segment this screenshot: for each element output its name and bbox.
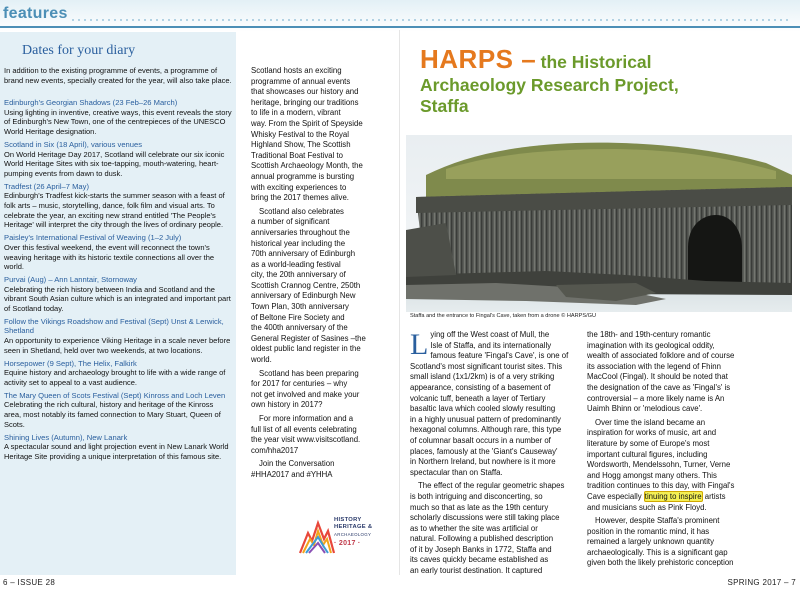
- diary-event-list: [4, 98, 232, 465]
- diary-event: [4, 317, 232, 356]
- diary-event-title: Paisley's International Festival of Weaving (1–2 July): [4, 233, 182, 243]
- diary-event: [4, 391, 232, 430]
- text-line: Scotland's most significant tourist sites. This: [410, 361, 563, 371]
- text-line: annual programme is bursting: [251, 171, 355, 181]
- article-paragraph: [587, 516, 752, 569]
- diary-event: [4, 359, 232, 388]
- text-line: MacCool (Fingal). It should be noted that: [587, 372, 728, 382]
- text-line: not get involved and make your: [251, 389, 360, 399]
- drop-cap: L: [410, 328, 429, 361]
- diary-event-title: Horsepower (9 Sept), The Helix, Falkirk: [4, 358, 137, 368]
- logo-year: · 2017 ·: [334, 540, 361, 547]
- text-line: imagination with its geological oddity,: [587, 340, 715, 350]
- article-paragraph: [587, 418, 752, 513]
- text-line: anniversaries throughout the: [251, 227, 350, 237]
- page-gutter: [399, 30, 400, 575]
- text-line: its caves quickly became established as: [410, 555, 549, 565]
- text-line: its association with the legend of Fhinn: [587, 361, 721, 371]
- middle-paragraph: [251, 459, 391, 480]
- diary-event-description: On World Heritage Day 2017, Scotland will celebrate our six iconic World Heritage Sites with six toe-tapping, mouth-watering, heart-pumping events from dawn to dusk.: [4, 149, 225, 178]
- diary-event-description: Equine history and archaeology brought to life with a wide range of activity set to appeal to a vast audience.: [4, 368, 226, 387]
- text-line: volcanic tuff, beneath a layer of Tertiary: [410, 393, 546, 403]
- diary-event-description: Celebrating the rich cultural, history and heritage of the Kinross area, most notably its famed connection to Mary Stuart, Queen of Scots.: [4, 400, 221, 429]
- text-line: Highland Show, The Scottish: [251, 140, 351, 150]
- header-rule: [0, 26, 800, 28]
- diary-event-description: Using lighting in inventive, creative ways, this event reveals the story of Edinburgh's New Town, one of the centrepieces of the UNESCO World Heritage designation.: [4, 107, 232, 137]
- text-line: in Northern Ireland, but nowhere is it more: [410, 457, 556, 467]
- text-line: ying off the West coast of Mull, the: [430, 330, 550, 339]
- text-line: full list of all events celebrating: [251, 424, 357, 434]
- text-line: with exciting experiences to: [251, 182, 347, 192]
- text-line: spectacular than on Staffa.: [410, 467, 503, 477]
- text-line: of Beltone Fire Society and: [251, 312, 345, 322]
- text-line: given both the likely prehistoric conception: [587, 558, 734, 568]
- logo-line-history: HISTORY: [334, 517, 362, 523]
- text-line: tradition continues to this day, with Fingal's: [587, 481, 735, 491]
- text-line: remained a largely unknown quantity: [587, 537, 714, 547]
- logo-mountain-icon: [298, 517, 336, 557]
- text-line: archaeologically. This is a significant gap: [587, 547, 728, 557]
- text-line: programme of annual events: [251, 76, 351, 86]
- text-line: scholarly discussions were still taking place: [410, 513, 560, 523]
- article-headline: [420, 44, 790, 117]
- text-line: Cave especially: [587, 491, 644, 501]
- text-line: 70th anniversary of Edinburgh: [251, 249, 356, 259]
- page-number-right: SPRING 2017 – 7: [727, 578, 796, 587]
- article-column-2: [587, 330, 752, 572]
- text-line: a number of significant: [251, 217, 330, 227]
- diary-title: Dates for your diary: [22, 43, 136, 58]
- text-line: Whisky Festival to the Royal: [251, 129, 349, 139]
- headline-harps: HARPS –: [420, 44, 537, 74]
- text-line: inspiration for works of music, art and: [587, 428, 717, 438]
- text-line: historical year including the: [251, 238, 346, 248]
- staffa-photo: [406, 135, 792, 312]
- text-line: Scotland also celebrates: [259, 206, 344, 216]
- diary-event-title: Scotland in Six (18 April), various venues: [4, 139, 143, 149]
- text-line: as a world-leading festival: [251, 259, 341, 269]
- staffa-island-image: [406, 135, 792, 312]
- text-line: and Hogg amongst many others. This: [587, 470, 717, 480]
- diary-event: [4, 233, 232, 272]
- text-line: position in the romantic mind, it has: [587, 526, 710, 536]
- text-line: Join the Conversation: [259, 459, 335, 469]
- middle-paragraph: [251, 66, 391, 204]
- text-line: General Register of Sasines –the: [251, 333, 366, 343]
- text-line: heritage, bringing our traditions: [251, 97, 359, 107]
- text-line: own history in 2017?: [251, 400, 323, 410]
- headline-line2: Archaeology Research Project,: [420, 75, 679, 95]
- text-line: city, the 20th anniversary of: [251, 270, 346, 280]
- text-line: com/hha2017: [251, 445, 299, 455]
- text-line: is both intriguing and disconcerting, so: [410, 491, 543, 501]
- article-paragraph: [587, 330, 752, 415]
- diary-event-description: An opportunity to experience Viking Heritage in a scale never before seen in Shetland, held over two weekends, at two locations.: [4, 336, 231, 355]
- article-paragraph: [410, 330, 575, 478]
- history-heritage-logo: [290, 503, 390, 567]
- diary-event-description: A spectacular sound and light projection event in New Lanark World Heritage Site providing a unique interpretation of this famous site.: [4, 442, 229, 461]
- diary-event-title: Edinburgh's Georgian Shadows (23 Feb–26 March): [4, 98, 178, 107]
- diary-event-description: Over this festival weekend, the event will reconnect the town's weaving heritage with its historic textile connections all over the world.: [4, 242, 215, 272]
- logo-line-archaeology: ARCHAEOLOGY: [334, 532, 372, 537]
- text-line: important cultural figures, including: [587, 449, 708, 459]
- text-line: For more information and a: [259, 414, 354, 423]
- text-line: Isle of Staffa, and its internationally: [430, 340, 552, 350]
- diary-event: [4, 98, 232, 137]
- diary-event-title: The Mary Queen of Scots Festival (Sept) Kinross and Loch Leven: [4, 390, 226, 400]
- text-line: Scotland has been preparing: [259, 368, 359, 378]
- text-line: world.: [251, 355, 272, 365]
- text-line: in a highly unusual pattern of predominantly: [410, 414, 561, 424]
- text-line: to life in a modern, vibrant: [251, 108, 341, 118]
- diary-event-title: Tradfest (26 April–7 May): [4, 181, 89, 191]
- middle-paragraph: [251, 369, 391, 411]
- diary-event: [4, 140, 232, 179]
- text-line: controversial – a more likely name is An: [587, 393, 725, 403]
- text-line: that showcases our history and: [251, 87, 359, 97]
- text-line: and musicians such as Pink Floyd.: [587, 502, 707, 512]
- text-line: much so that as late as the 19th century: [410, 502, 549, 512]
- text-line: for 2017 for centuries – why: [251, 379, 348, 389]
- diary-event: [4, 433, 232, 462]
- diary-event-description: Celebrating the rich history between India and Scotland and the vibrant South Asian culture which is an integrated and important part of Scotland today.: [4, 284, 231, 314]
- text-line: as to whether the site was artificial or: [410, 523, 538, 533]
- text-line: small island (1x1/2km) is of a very striking: [410, 372, 555, 382]
- diary-event-title: Follow the Vikings Roadshow and Festival (Sept) Unst & Lerwick, Shetland: [4, 316, 224, 336]
- article-paragraph: [410, 481, 575, 576]
- text-line: an early tourist destination. It captured: [410, 566, 543, 576]
- article-column-1: [410, 330, 575, 580]
- diary-event: [4, 275, 232, 314]
- text-line: the 400th anniversary of the: [251, 323, 348, 333]
- text-line: places, famously at the 'Giant's Causeway': [410, 446, 558, 456]
- text-line: basaltic lava which cooled slowly resulting: [410, 404, 556, 414]
- logo-text: [334, 517, 390, 548]
- text-line: natural. Following a published description: [410, 534, 554, 544]
- middle-column: [251, 66, 391, 484]
- text-line: of it by Joseph Banks in 1772, Staffa and: [410, 544, 552, 554]
- headline-line3: Staffa: [420, 96, 469, 116]
- text-line: the designation of the cave as 'Fingal's' is: [587, 382, 731, 392]
- text-line: Traditional Boat Festival to: [251, 150, 344, 160]
- text-line: the year visit www.visitscotland.: [251, 435, 361, 445]
- middle-paragraph: [251, 414, 391, 456]
- text-line: famous feature 'Fingal's Cave', is one of: [430, 351, 569, 361]
- text-line: Scotland hosts an exciting: [251, 66, 342, 75]
- middle-paragraph: [251, 207, 391, 366]
- highlighted-text[interactable]: tinuing to inspire: [644, 491, 702, 501]
- diary-event-description: Edinburgh's Tradfest kick-starts the summer season with a feast of folk arts – music, storytelling, dance, folk film and visual arts. To celebrate the year, an exciting new strand entitled 'The People's Heritage' will interpret the city through the lives of ordinary people.: [4, 191, 225, 230]
- text-line: Scottish Archaeology Month, the: [251, 161, 363, 171]
- photo-caption: Staffa and the entrance to Fingal's Cave, taken from a drone © HARPS/GU: [410, 313, 597, 319]
- header-dot-pattern: [70, 18, 790, 22]
- text-line: The effect of the regular geometric shapes: [418, 481, 565, 491]
- text-line: literature by some of Europe's most: [587, 438, 710, 448]
- text-line: Scottish Crannog Centre, 250th: [251, 280, 361, 290]
- text-line: #HHA2017 and #YHHA: [251, 469, 333, 479]
- diary-intro: In addition to the existing programme of events, a programme of brand new events, specially created for the year, will also take place.: [4, 66, 232, 85]
- text-line: Over time the island became an: [595, 417, 706, 427]
- text-line: hexagonal columns. Although rare, this type: [410, 425, 562, 435]
- text-line: However, despite Staffa's prominent: [595, 516, 720, 526]
- text-line: appearance, consisting of a basement of: [410, 382, 551, 392]
- text-line: Uaimh Bhinn or 'melodious cave'.: [587, 404, 703, 414]
- logo-line-heritage: HERITAGE &: [334, 524, 373, 530]
- text-line: Town Plan, 30th anniversary: [251, 302, 349, 312]
- page-number-left: 6 – ISSUE 28: [3, 578, 56, 587]
- diary-event-title: Shining Lives (Autumn), New Lanark: [4, 432, 128, 442]
- text-line: Wordsworth, Mendelssohn, Turner, Verne: [587, 460, 731, 470]
- text-line: the 18th- and 19th-century romantic: [587, 330, 711, 339]
- section-label: features: [3, 5, 68, 22]
- text-line: bring the 2017 themes alive.: [251, 193, 349, 203]
- text-line: of columnar basalt occurs in a number of: [410, 435, 551, 445]
- text-line: artists: [702, 491, 726, 501]
- text-line: oldest public land register in the: [251, 344, 361, 354]
- text-line: way. From the Spirit of Speyside: [251, 118, 363, 128]
- headline-rest: the Historical: [540, 52, 652, 72]
- text-line: anniversary of Edinburgh New: [251, 291, 356, 301]
- diary-event: [4, 182, 232, 231]
- diary-event-title: Purvai (Aug) – Ann Lanntair, Stornoway: [4, 274, 137, 284]
- text-line: wealth of associated folklore and of course: [587, 351, 735, 361]
